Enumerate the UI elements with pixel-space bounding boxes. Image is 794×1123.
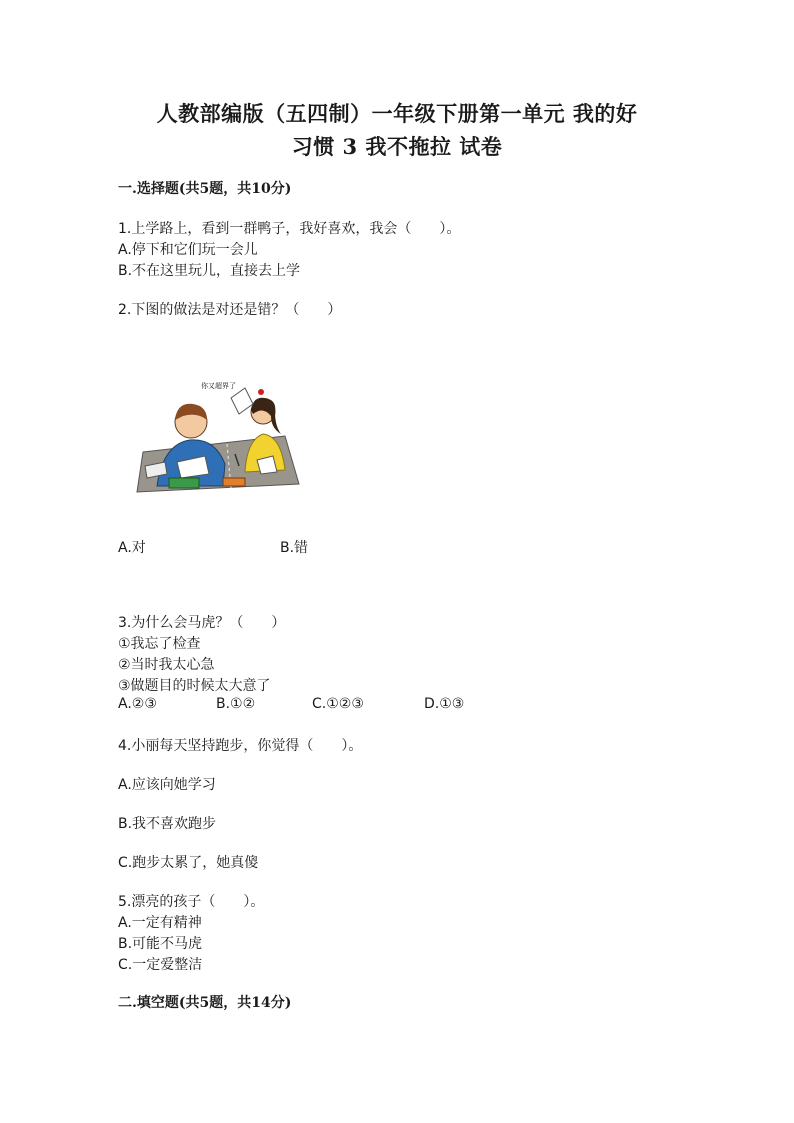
question-3-option-b: B.①② [216, 696, 256, 712]
hair-bow [258, 389, 264, 395]
eraser-box [223, 478, 245, 486]
question-4-option-a: A.应该向她学习 [118, 777, 216, 793]
question-3-item-3: ③做题目的时候太大意了 [118, 678, 271, 694]
question-2-stem: 2.下图的做法是对还是错？（ ） [118, 302, 342, 318]
question-3-option-c: C.①②③ [312, 696, 364, 712]
question-4-stem: 4.小丽每天坚持跑步，你觉得（ ）。 [118, 738, 363, 754]
question-3-option-a: A.②③ [118, 696, 157, 712]
question-5-stem: 5.漂亮的孩子（ ）。 [118, 894, 265, 910]
pencil-case [169, 478, 199, 488]
section-heading-fill: 二.填空题(共5题，共14分) [118, 995, 292, 1011]
section-heading-choice: 一.选择题(共5题，共10分) [118, 181, 292, 197]
question-2-option-a: A.对 [118, 540, 146, 556]
exam-title-line2: 习惯 3 我不拖拉 试卷 [291, 134, 503, 159]
question-2-illustration [135, 374, 300, 494]
question-3-option-d: D.①③ [424, 696, 465, 712]
exam-title-line1: 人教部编版（五四制）一年级下册第一单元 我的好 [156, 101, 638, 126]
question-4-option-b: B.我不喜欢跑步 [118, 816, 217, 832]
question-5-option-a: A.一定有精神 [118, 915, 202, 931]
question-3-item-1: ①我忘了检查 [118, 636, 201, 652]
question-5-option-c: C.一定爱整洁 [118, 957, 203, 973]
question-3-item-2: ②当时我太心急 [118, 657, 215, 673]
question-1-option-b: B.不在这里玩儿，直接去上学 [118, 263, 301, 279]
question-1-option-a: A.停下和它们玩一会儿 [118, 242, 258, 258]
question-1-stem: 1.上学路上，看到一群鸭子，我好喜欢，我会（ ）。 [118, 221, 461, 237]
speech-text: 你又超界了 [201, 382, 236, 390]
question-5-option-b: B.可能不马虎 [118, 936, 203, 952]
question-4-option-c: C.跑步太累了，她真傻 [118, 855, 259, 871]
question-3-stem: 3.为什么会马虎？（ ） [118, 615, 286, 631]
raised-paper [231, 388, 253, 414]
question-2-option-b: B.错 [280, 540, 309, 556]
